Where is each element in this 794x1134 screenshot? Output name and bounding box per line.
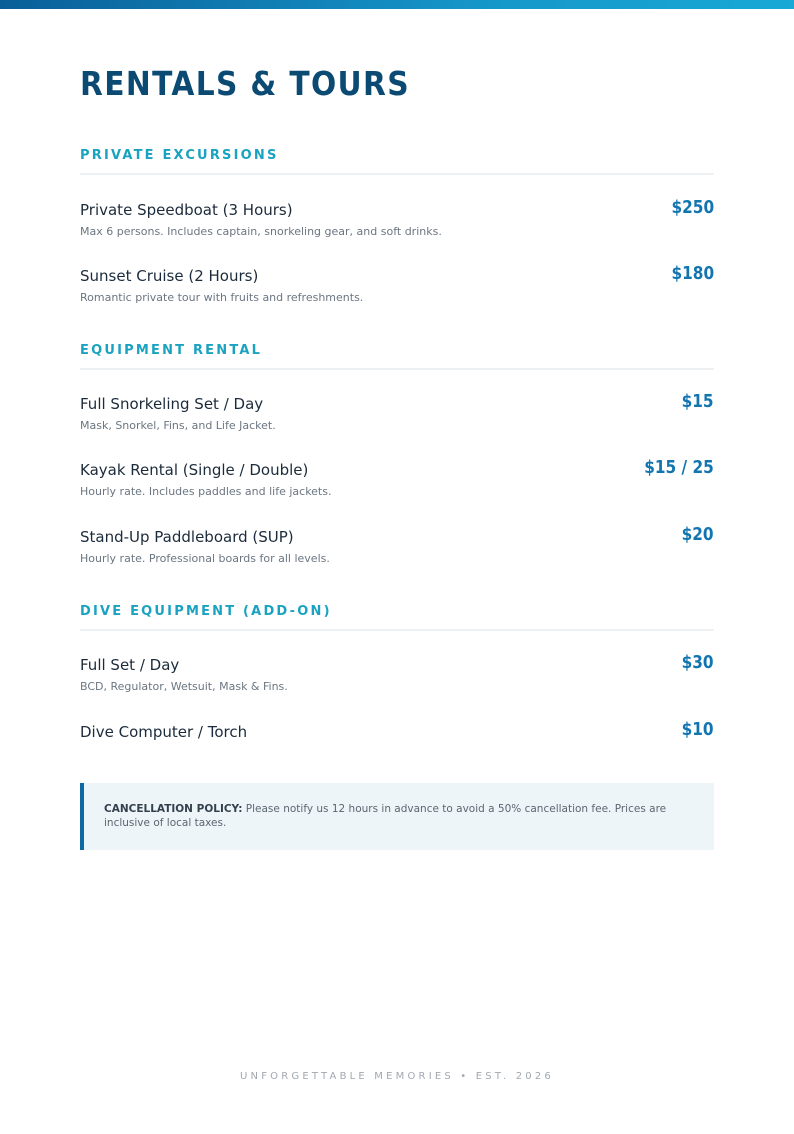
item-name: Kayak Rental (Single / Double) — [80, 461, 309, 479]
item-price: $180 — [671, 263, 714, 284]
policy-text: Please notify us 12 hours in advance to avoid a 50% cancellation fee. Prices are inclusive of local taxes. — [104, 803, 667, 829]
item-description: Max 6 persons. Includes captain, snorkeling gear, and soft drinks. — [80, 225, 442, 238]
section-equipment-rental — [80, 342, 714, 370]
item-name: Stand-Up Paddleboard (SUP) — [80, 528, 294, 546]
item-description: Hourly rate. Includes paddles and life jackets. — [80, 485, 332, 498]
item-name: Full Set / Day — [80, 656, 180, 674]
policy-label: CANCELLATION POLICY: — [104, 803, 243, 815]
item-name: Dive Computer / Torch — [80, 723, 248, 741]
top-accent-bar — [0, 0, 794, 9]
item-description: BCD, Regulator, Wetsuit, Mask & Fins. — [80, 680, 288, 693]
page-title: RENTALS & TOURS — [80, 64, 410, 103]
item-name: Full Snorkeling Set / Day — [80, 395, 264, 413]
section-title: PRIVATE EXCURSIONS — [80, 147, 714, 175]
section-title: DIVE EQUIPMENT (ADD-ON) — [80, 603, 714, 631]
item-price: $10 — [682, 719, 714, 740]
menu-item — [80, 263, 714, 306]
section-private-excursions — [80, 147, 714, 175]
item-description: Romantic private tour with fruits and refreshments. — [80, 291, 364, 304]
menu-item — [80, 719, 714, 742]
item-name: Private Speedboat (3 Hours) — [80, 201, 293, 219]
menu-item — [80, 524, 714, 567]
menu-item — [80, 391, 714, 434]
item-price: $20 — [682, 524, 714, 545]
section-title: EQUIPMENT RENTAL — [80, 342, 714, 370]
cancellation-policy-box — [80, 783, 714, 850]
item-description: Mask, Snorkel, Fins, and Life Jacket. — [80, 419, 276, 432]
item-description: Hourly rate. Professional boards for all levels. — [80, 552, 330, 565]
menu-item — [80, 652, 714, 695]
footer-tagline: UNFORGETTABLE MEMORIES • EST. 2026 — [240, 1071, 554, 1082]
item-price: $30 — [682, 652, 714, 673]
item-price: $250 — [671, 197, 714, 218]
item-name: Sunset Cruise (2 Hours) — [80, 267, 259, 285]
section-dive-equipment — [80, 603, 714, 631]
menu-item — [80, 457, 714, 500]
menu-item — [80, 197, 714, 240]
item-price: $15 / 25 — [644, 457, 714, 478]
item-price: $15 — [682, 391, 714, 412]
